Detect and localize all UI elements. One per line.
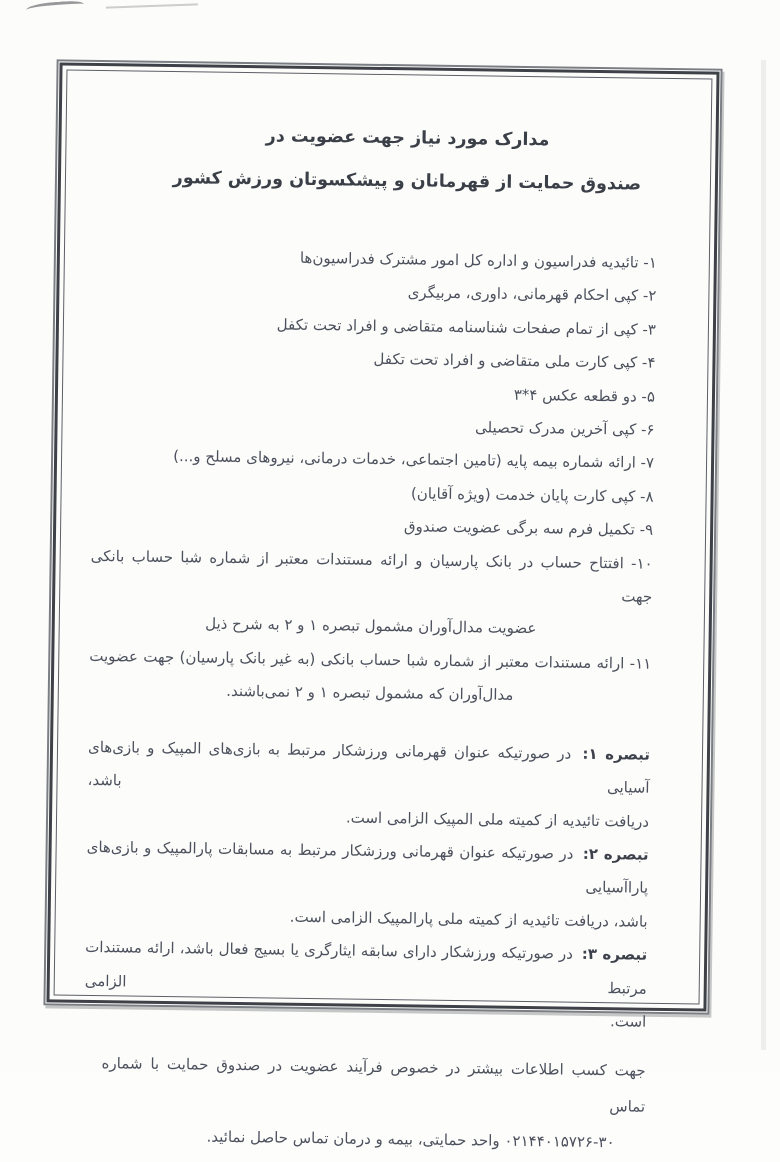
note-1-label: تبصره ۱: — [582, 744, 651, 764]
list-item-3: ۳- کپی از تمام صفحات شناسنامه متقاضی و افراد تحت تکفل — [276, 315, 657, 339]
document-border-frame — [43, 59, 722, 1152]
title-line-2: صندوق حمایت از قهرمانان و پیشکسوتان ورزش کشور — [172, 168, 642, 195]
list-item-1: ۱- تائیدیه فدراسیون و اداره کل امور مشترک فدراسیون‌ها — [299, 248, 657, 272]
title-line-1: مدارک مورد نیاز جهت عضویت در — [265, 126, 550, 151]
scan-artifact-mark — [26, 0, 85, 15]
note-1 — [87, 731, 650, 806]
list-item-6: ۶- کپی آخرین مدرک تحصیلی — [474, 418, 655, 439]
list-item-11-continuation: مدال‌آوران که مشمول تبصره ۱ و ۲ نمی‌باشند. — [226, 682, 514, 705]
note-3-text: در صورتیکه ورزشکار دارای سابقه ایثارگری یا بسیج فعال باشد، ارائه مستندات مرتبط الزامی — [84, 938, 647, 998]
note-3-label: تبصره ۳: — [581, 944, 648, 964]
list-item-2: ۲- کپی احکام قهرمانی، داوری، مربیگری — [407, 283, 657, 306]
list-item-9: ۹- تکمیل فرم سه برگی عضویت صندوق — [403, 517, 654, 540]
notes-section — [84, 731, 650, 1039]
document-content-area — [54, 70, 713, 1152]
note-1-text: در صورتیکه عنوان قهرمانی ورزشکار مرتبط به بازی‌های المپیک و بازی‌های آسیایی باشد، — [87, 737, 650, 797]
note-3-continuation: است. — [609, 1012, 647, 1031]
contact-footer — [82, 1045, 645, 1161]
note-2-label: تبصره ۲: — [582, 844, 649, 864]
scanner-edge-shadow — [761, 60, 766, 1050]
note-2-continuation: باشد، دریافت تائیدیه از کمیته ملی پارالمپیک الزامی است. — [289, 907, 648, 931]
list-item-5: ۵- دو قطعه عکس ۴*۳ — [513, 385, 656, 406]
list-item-4: ۴- کپی کارت ملی متقاضی و افراد تحت تکفل — [373, 350, 656, 373]
document-border-frame-mid — [46, 62, 719, 1152]
scan-artifact-mark — [106, 3, 198, 13]
list-item-11: ۱۱- ارائه مستندات معتبر از شماره شبا حساب بانکی (به غیر بانک پارسیان) جهت عضویت — [89, 646, 652, 673]
note-1-continuation: دریافت تائیدیه از کمیته ملی المپیک الزامی است. — [345, 808, 650, 831]
list-item-8: ۸- کپی کارت پایان خدمت (ویژه آقایان) — [410, 484, 654, 506]
document-title — [96, 113, 659, 207]
list-item-7: ۷- ارائه شماره بیمه پایه (تامین اجتماعی، خدمات درمانی، نیروهای مسلح و...) — [173, 447, 655, 473]
footer-line-2-with-phone: ۰۲۱۴۴۰۱۵۷۲۶-۳۰ واحد حمایتی، بیمه و درمان تماس حاصل نمائید. — [206, 1127, 615, 1152]
note-2-text: در صورتیکه عنوان قهرمانی ورزشکار مرتبط به مسابقات پارالمپیک و بازی‌های پاراآسیایی — [86, 837, 649, 898]
list-item-10: ۱۰- افتتاح حساب در بانک پارسیان و ارائه مستندات معتبر از شماره شبا حساب بانکی جهت — [90, 546, 653, 606]
list-item-10-continuation: عضویت مدال‌آوران مشمول تبصره ۱ و ۲ به شرح ذیل — [205, 614, 537, 638]
requirements-list — [89, 239, 657, 714]
footer-line-1: جهت کسب اطلاعات بیشتر در خصوص فرآیند عضویت در صندوق حمایت با شماره تماس — [101, 1054, 646, 1117]
note-3 — [85, 931, 648, 1006]
note-2 — [86, 831, 649, 906]
